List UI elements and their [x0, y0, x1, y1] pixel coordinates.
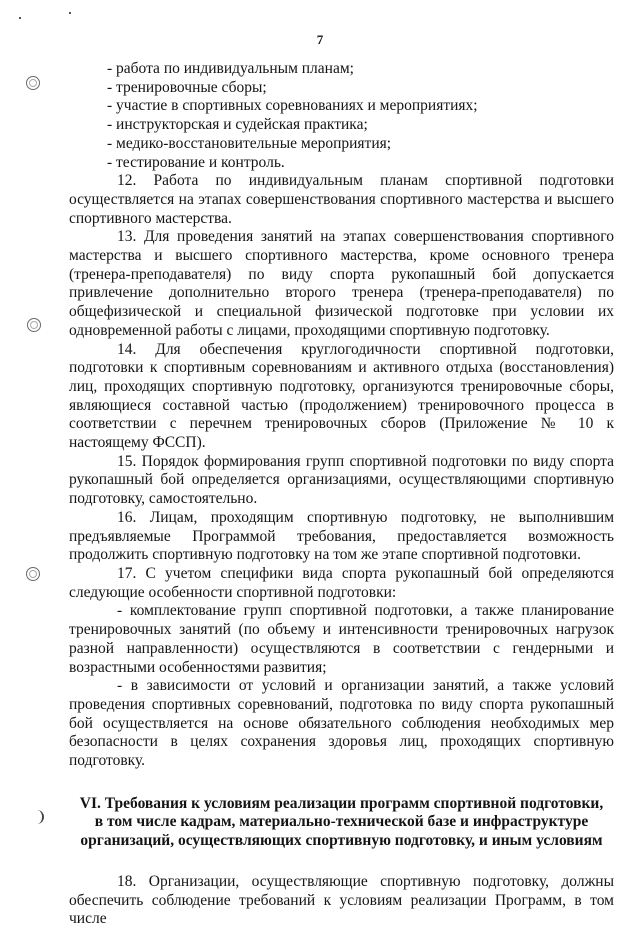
punch-hole-mark: [26, 567, 40, 581]
list-item: - медико-восстановительные мероприятия;: [107, 134, 392, 152]
list-item: - участие в спортивных соревнованиях и мероприятиях;: [107, 97, 478, 115]
list-item: - инструкторская и судейская практика;: [107, 116, 368, 134]
punch-hole-mark: [26, 76, 40, 90]
section-heading-line: организаций, осуществляющих спортивную подготовку, и иным условиям: [80, 832, 603, 850]
paragraph-15: 15. Порядок формирования групп спортивной подготовки по виду спорта рукопашный бой определяется организациями, осуществляющими спортивную подготовку, самостоятельно.: [69, 452, 614, 508]
scan-dot: [69, 12, 71, 14]
paragraph-13: 13. Для проведения занятий на этапах совершенствования спортивного мастерства и высшего спортивного мастерства, кроме основного тренера (тренера-преподавателя) по виду спорта рукопашный бой допускается привлечение дополнительно второго тренера (тренера-преподавателя) по общефизической и специальной физической подготовке при условии их одновременной работы с лицами, проходящими спортивную подготовку.: [69, 228, 614, 339]
punch-hole-mark: [36, 810, 44, 824]
list-item: - тестирование и контроль.: [107, 153, 285, 171]
punch-hole-mark: [27, 318, 41, 332]
section-heading: [69, 795, 614, 851]
paragraph-17-item: - комплектование групп спортивной подготовки, а также планирование тренировочных занятий (по объему и интенсивности тренировочных нагрузок разной направленности) осуществляются в соответствии с гендерными и возрастными особенностями развития;: [69, 602, 614, 676]
scan-dot: [19, 17, 21, 19]
paragraph-18: 18. Организации, осуществляющие спортивную подготовку, должны обеспечить соблюдение требований к условиям реализации Программ, в том числе: [69, 872, 614, 928]
list-item: - тренировочные сборы;: [107, 78, 267, 96]
paragraph-17-item: - в зависимости от условий и организации занятий, а также условий проведения спортивных соревнований, подготовка по виду спорта рукопашный бой осуществляется на основе обязательного соблюдения необходимых мер безопасности в целях сохранения здоровья лиц, проходящих спортивную подготовку.: [69, 677, 614, 770]
page-number: 7: [316, 32, 324, 47]
paragraph-14: 14. Для обеспечения круглогодичности спортивной подготовки, подготовки к спортивным соревнованиям и активного отдыха (восстановления) лиц, проходящих спортивную подготовку, организуются тренировочные сборы, являющиеся составной частью (продолжением) тренировочного процесса в соответствии с перечнем тренировочных сборов (Приложение № 10 к настоящему ФССП).: [69, 340, 614, 452]
document-body: [69, 60, 614, 929]
paragraph-16: 16. Лицам, проходящим спортивную подготовку, не выполнившим предъявляемые Программой требования, предоставляется возможность продолжить спортивную подготовку на том же этапе спортивной подготовки.: [69, 508, 614, 564]
paragraph-12: 12. Работа по индивидуальным планам спортивной подготовки осуществляется на этапах совершенствования спортивного мастерства и высшего спортивного мастерства.: [69, 172, 614, 227]
section-heading-line: в том числе кадрам, материально-технической базе и инфраструктуре: [94, 813, 589, 831]
paragraph-17: 17. С учетом специфики вида спорта рукопашный бой определяются следующие особенности спортивной подготовки:: [69, 564, 614, 601]
list-item: - работа по индивидуальным планам;: [107, 60, 354, 77]
section-heading-line: VI. Требования к условиям реализации программ спортивной подготовки,: [79, 794, 604, 812]
